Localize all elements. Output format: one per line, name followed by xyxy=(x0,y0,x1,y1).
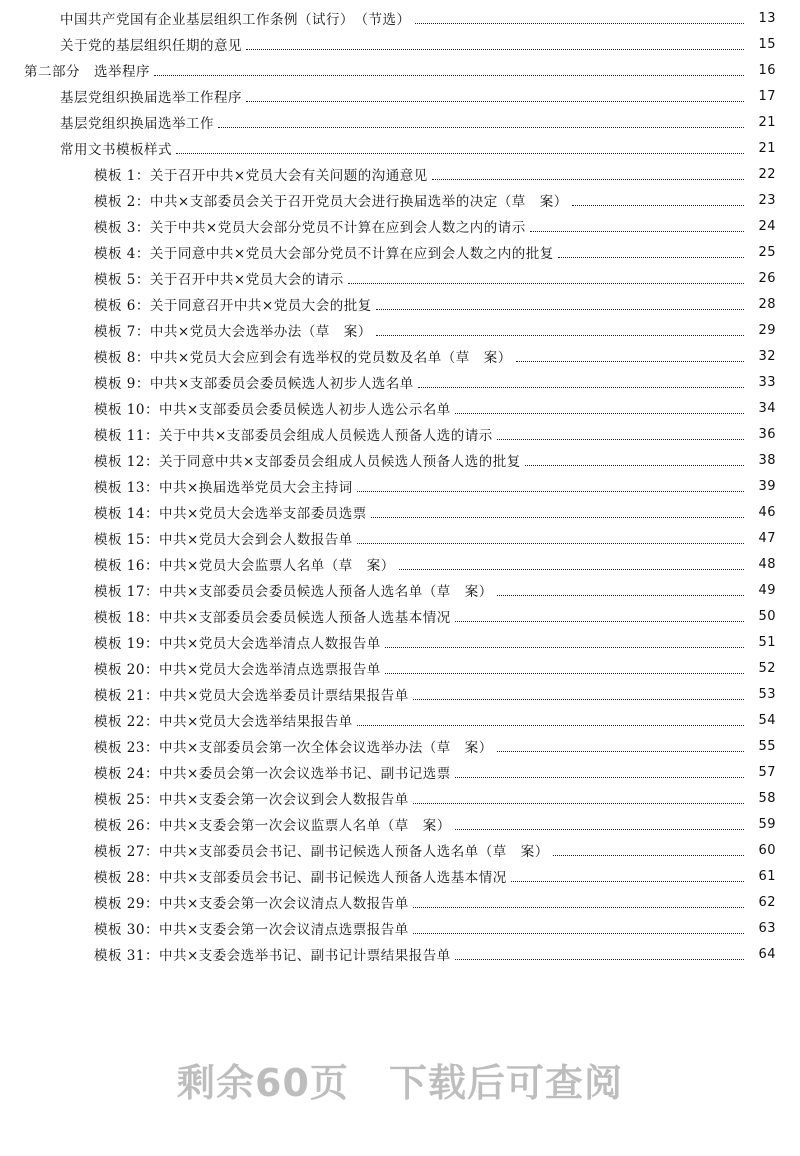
toc-entry-title: 模板 15：中共×党员大会到会人数报告单 xyxy=(94,532,353,548)
toc-entry-title: 中国共产党国有企业基层组织工作条例（试行） （节选） xyxy=(60,12,411,28)
toc-leader-dots xyxy=(530,231,744,232)
toc-leader-dots xyxy=(218,127,744,128)
toc-entry[interactable] xyxy=(0,733,800,759)
toc-entry-title: 模板 10：中共×支部委员会委员候选人初步人选公示名单 xyxy=(94,402,451,418)
toc-entry-title: 模板 1：关于召开中共×党员大会有关问题的沟通意见 xyxy=(94,168,428,184)
toc-entry[interactable] xyxy=(0,629,800,655)
toc-leader-dots xyxy=(154,75,744,76)
toc-entry-page: 52 xyxy=(758,660,776,676)
toc-entry[interactable] xyxy=(0,837,800,863)
toc-entry[interactable] xyxy=(0,525,800,551)
toc-entry[interactable] xyxy=(0,343,800,369)
toc-entry-title: 模板 9：中共×支部委员会委员候选人初步人选名单 xyxy=(94,376,414,392)
toc-entry-title: 模板 17：中共×支部委员会委员候选人预备人选名单（草 案） xyxy=(94,584,493,600)
toc-entry-page: 13 xyxy=(758,10,776,26)
toc-entry-title: 模板 8：中共×党员大会应到会有选举权的党员数及名单（草 案） xyxy=(94,350,512,366)
toc-entry-page: 38 xyxy=(758,452,776,468)
toc-entry[interactable] xyxy=(0,291,800,317)
toc-entry[interactable] xyxy=(0,603,800,629)
toc-entry-title: 模板 12：关于同意中共×支部委员会组成人员候选人预备人选的批复 xyxy=(94,454,521,470)
toc-leader-dots xyxy=(246,101,744,102)
toc-entry[interactable] xyxy=(0,759,800,785)
toc-leader-dots xyxy=(525,465,744,466)
toc-leader-dots xyxy=(497,751,744,752)
toc-entry-page: 47 xyxy=(758,530,776,546)
toc-leader-dots xyxy=(176,153,744,154)
toc-leader-dots xyxy=(553,855,744,856)
toc-entry[interactable] xyxy=(0,915,800,941)
toc-entry[interactable] xyxy=(0,421,800,447)
toc-entry-title: 基层党组织换届选举工作 xyxy=(60,116,214,132)
toc-entry[interactable] xyxy=(0,109,800,135)
toc-leader-dots xyxy=(371,517,744,518)
toc-entry-page: 22 xyxy=(758,166,776,182)
toc-leader-dots xyxy=(357,491,744,492)
toc-leader-dots xyxy=(385,673,744,674)
toc-entry[interactable] xyxy=(0,31,800,57)
toc-entry[interactable] xyxy=(0,889,800,915)
toc-entry[interactable] xyxy=(0,941,800,967)
toc-entry[interactable] xyxy=(0,83,800,109)
toc-entry-page: 60 xyxy=(758,842,776,858)
toc-entry-title: 模板 19：中共×党员大会选举清点人数报告单 xyxy=(94,636,381,652)
toc-leader-dots xyxy=(516,361,744,362)
toc-leader-dots xyxy=(348,283,744,284)
toc-entry-title: 模板 24：中共×委员会第一次会议选举书记、副书记选票 xyxy=(94,766,451,782)
toc-entry-page: 17 xyxy=(758,88,776,104)
toc-entry-page: 23 xyxy=(758,192,776,208)
download-banner[interactable] xyxy=(0,1052,800,1107)
toc-entry-page: 62 xyxy=(758,894,776,910)
toc-leader-dots xyxy=(455,829,744,830)
download-to-view-text[interactable]: 下载后可查阅 xyxy=(388,1061,623,1105)
toc-entry-page: 21 xyxy=(758,140,776,156)
toc-leader-dots xyxy=(511,881,744,882)
remaining-pages-text: 剩余60页 xyxy=(177,1061,349,1105)
toc-entry-title: 模板 11：关于中共×支部委员会组成人员候选人预备人选的请示 xyxy=(94,428,493,444)
toc-entry[interactable] xyxy=(0,499,800,525)
toc-entry[interactable] xyxy=(0,811,800,837)
toc-entry[interactable] xyxy=(0,213,800,239)
toc-entry-title: 基层党组织换届选举工作程序 xyxy=(60,90,242,106)
toc-entry-title: 模板 3：关于中共×党员大会部分党员不计算在应到会人数之内的请示 xyxy=(94,220,526,236)
table-of-contents xyxy=(0,5,800,967)
toc-leader-dots xyxy=(455,777,744,778)
toc-leader-dots xyxy=(246,49,744,50)
toc-entry-title: 模板 31：中共×支委会选举书记、副书记计票结果报告单 xyxy=(94,948,451,964)
toc-entry[interactable] xyxy=(0,239,800,265)
toc-entry-page: 36 xyxy=(758,426,776,442)
toc-entry-title: 模板 7：中共×党员大会选举办法（草 案） xyxy=(94,324,372,340)
toc-entry-page: 63 xyxy=(758,920,776,936)
toc-entry-title: 模板 29：中共×支委会第一次会议清点人数报告单 xyxy=(94,896,409,912)
toc-leader-dots xyxy=(415,23,745,24)
toc-entry[interactable] xyxy=(0,681,800,707)
toc-entry-page: 64 xyxy=(758,946,776,962)
toc-entry-title: 模板 21：中共×党员大会选举委员计票结果报告单 xyxy=(94,688,409,704)
toc-leader-dots xyxy=(558,257,744,258)
toc-leader-dots xyxy=(376,309,744,310)
toc-entry-page: 48 xyxy=(758,556,776,572)
toc-entry-page: 25 xyxy=(758,244,776,260)
toc-entry[interactable] xyxy=(0,265,800,291)
toc-leader-dots xyxy=(413,699,744,700)
toc-entry[interactable] xyxy=(0,863,800,889)
toc-leader-dots xyxy=(455,621,744,622)
toc-entry-title: 关于党的基层组织任期的意见 xyxy=(60,38,242,54)
toc-entry[interactable] xyxy=(0,369,800,395)
toc-leader-dots xyxy=(413,933,744,934)
toc-entry-page: 15 xyxy=(758,36,776,52)
toc-entry[interactable] xyxy=(0,551,800,577)
toc-entry-title: 第二部分 选举程序 xyxy=(24,64,150,80)
toc-leader-dots xyxy=(418,387,744,388)
toc-entry-page: 54 xyxy=(758,712,776,728)
toc-leader-dots xyxy=(413,907,744,908)
toc-leader-dots xyxy=(376,335,744,336)
toc-entry-page: 51 xyxy=(758,634,776,650)
toc-entry[interactable] xyxy=(0,57,800,83)
toc-entry-page: 53 xyxy=(758,686,776,702)
toc-entry-page: 57 xyxy=(758,764,776,780)
toc-entry-page: 34 xyxy=(758,400,776,416)
toc-entry[interactable] xyxy=(0,5,800,31)
toc-entry-page: 32 xyxy=(758,348,776,364)
toc-leader-dots xyxy=(385,647,744,648)
toc-leader-dots xyxy=(357,543,744,544)
toc-entry-title: 模板 13：中共×换届选举党员大会主持词 xyxy=(94,480,353,496)
toc-entry-page: 55 xyxy=(758,738,776,754)
toc-entry-title: 模板 26：中共×支委会第一次会议监票人名单（草 案） xyxy=(94,818,451,834)
toc-leader-dots xyxy=(399,569,744,570)
toc-entry-page: 58 xyxy=(758,790,776,806)
toc-entry-page: 50 xyxy=(758,608,776,624)
toc-entry[interactable] xyxy=(0,447,800,473)
toc-leader-dots xyxy=(357,725,744,726)
toc-entry-title: 模板 18：中共×支部委员会委员候选人预备人选基本情况 xyxy=(94,610,451,626)
toc-entry-page: 21 xyxy=(758,114,776,130)
toc-leader-dots xyxy=(497,439,744,440)
toc-entry[interactable] xyxy=(0,395,800,421)
toc-entry-title: 模板 4：关于同意中共×党员大会部分党员不计算在应到会人数之内的批复 xyxy=(94,246,554,262)
toc-entry-page: 29 xyxy=(758,322,776,338)
toc-entry[interactable] xyxy=(0,707,800,733)
toc-entry-title: 模板 14：中共×党员大会选举支部委员选票 xyxy=(94,506,367,522)
toc-entry[interactable] xyxy=(0,317,800,343)
toc-entry-title: 模板 27：中共×支部委员会书记、副书记候选人预备人选名单（草 案） xyxy=(94,844,549,860)
toc-entry-page: 49 xyxy=(758,582,776,598)
toc-leader-dots xyxy=(455,959,744,960)
toc-entry-title: 模板 23：中共×支部委员会第一次全体会议选举办法（草 案） xyxy=(94,740,493,756)
toc-entry-title: 模板 6：关于同意召开中共×党员大会的批复 xyxy=(94,298,372,314)
toc-leader-dots xyxy=(455,413,744,414)
toc-leader-dots xyxy=(572,205,744,206)
toc-entry-page: 24 xyxy=(758,218,776,234)
toc-entry-title: 模板 30：中共×支委会第一次会议清点选票报告单 xyxy=(94,922,409,938)
toc-entry[interactable] xyxy=(0,473,800,499)
toc-entry[interactable] xyxy=(0,577,800,603)
toc-entry-page: 16 xyxy=(758,62,776,78)
toc-entry[interactable] xyxy=(0,655,800,681)
toc-entry-title: 模板 28：中共×支部委员会书记、副书记候选人预备人选基本情况 xyxy=(94,870,507,886)
toc-entry[interactable] xyxy=(0,785,800,811)
toc-leader-dots xyxy=(497,595,744,596)
toc-entry-title: 模板 22：中共×党员大会选举结果报告单 xyxy=(94,714,353,730)
toc-entry[interactable] xyxy=(0,135,800,161)
toc-entry-page: 59 xyxy=(758,816,776,832)
toc-entry-title: 模板 2：中共×支部委员会关于召开党员大会进行换届选举的决定（草 案） xyxy=(94,194,568,210)
toc-entry-page: 28 xyxy=(758,296,776,312)
toc-entry-page: 39 xyxy=(758,478,776,494)
toc-entry-page: 46 xyxy=(758,504,776,520)
toc-entry-title: 模板 16：中共×党员大会监票人名单（草 案） xyxy=(94,558,395,574)
toc-entry-page: 33 xyxy=(758,374,776,390)
toc-entry-page: 61 xyxy=(758,868,776,884)
toc-entry[interactable] xyxy=(0,187,800,213)
toc-entry-page: 26 xyxy=(758,270,776,286)
toc-leader-dots xyxy=(413,803,744,804)
toc-entry-title: 模板 20：中共×党员大会选举清点选票报告单 xyxy=(94,662,381,678)
toc-entry-title: 模板 5：关于召开中共×党员大会的请示 xyxy=(94,272,344,288)
toc-entry-title: 模板 25：中共×支委会第一次会议到会人数报告单 xyxy=(94,792,409,808)
toc-leader-dots xyxy=(432,179,744,180)
toc-entry[interactable] xyxy=(0,161,800,187)
toc-entry-title: 常用文书模板样式 xyxy=(60,142,172,158)
